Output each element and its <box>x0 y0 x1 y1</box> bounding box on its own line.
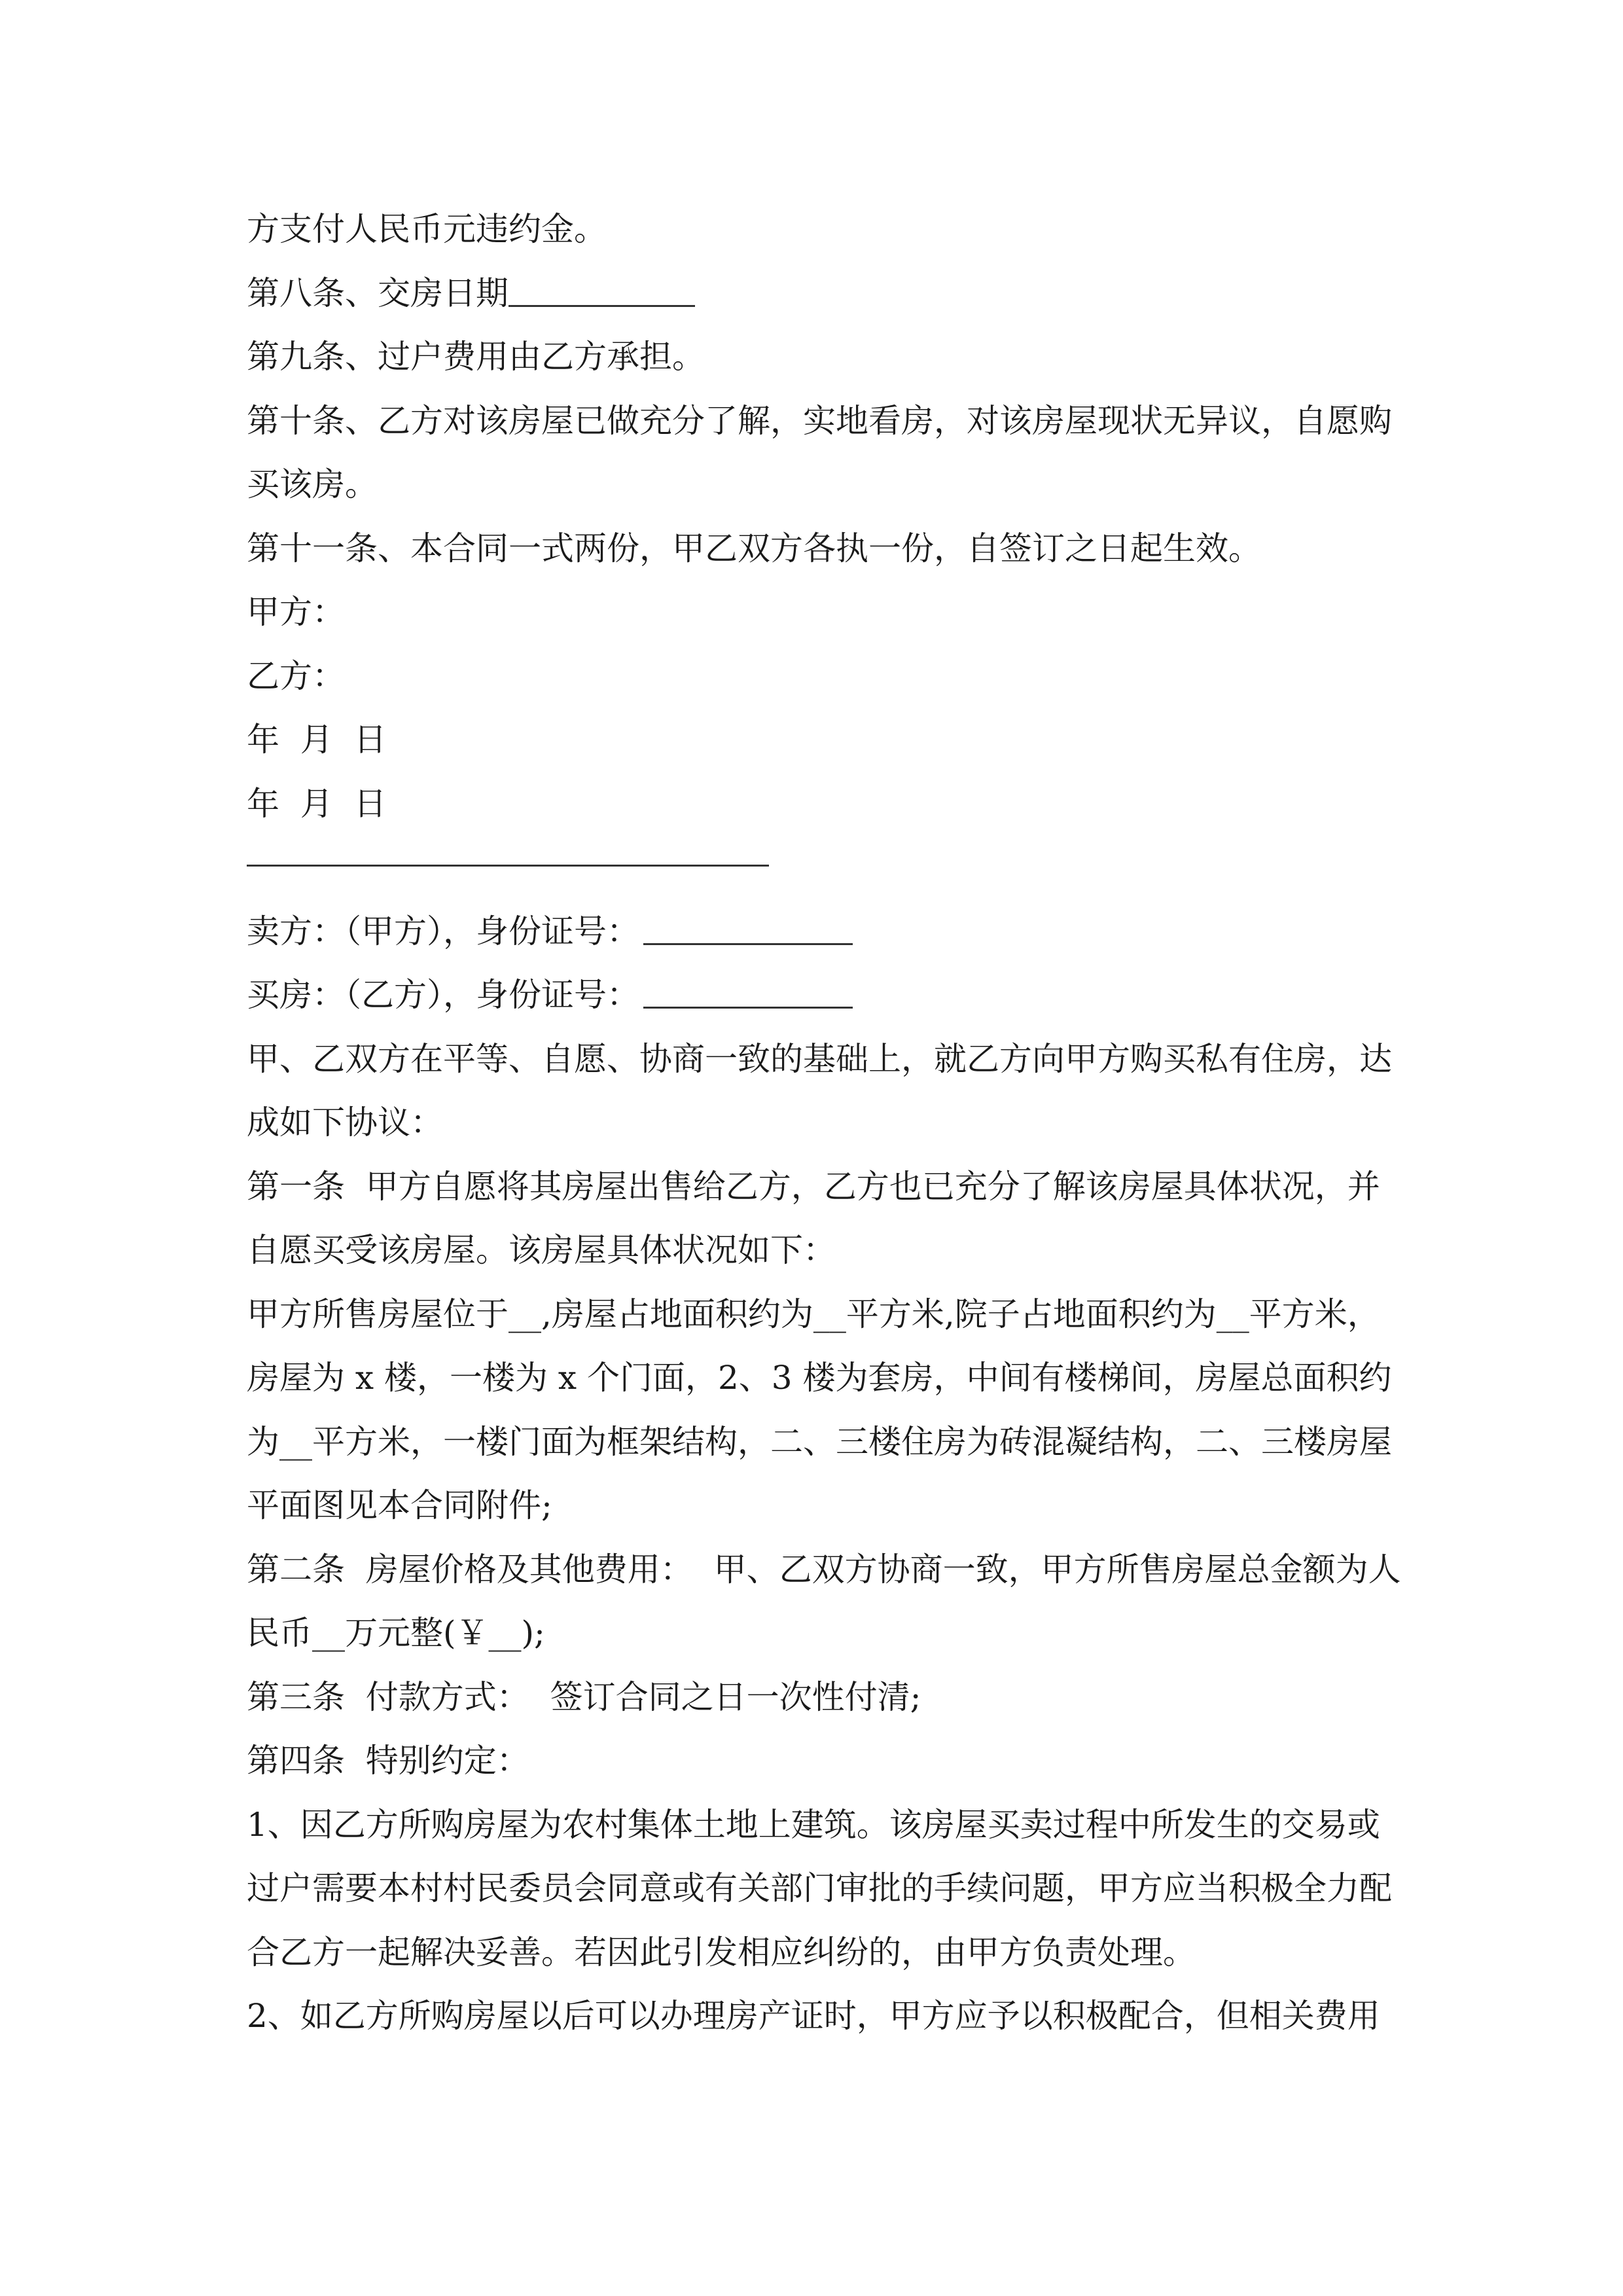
text-line: 第三条 付款方式： 签订合同之日一次性付清; <box>247 1677 921 1716</box>
section-divider <box>247 836 1379 900</box>
text-line: 第九条、过户费用由乙方承担。 <box>247 338 705 376</box>
text-line: 第十条、乙方对该房屋已做充分了解，实地看房，对该房屋现状无异议，自愿购 <box>247 401 1392 440</box>
text-line: 第四条 特别约定： <box>247 1742 529 1780</box>
text-line: 过户需要本村村民委员会同意或有关部门审批的手续问题，甲方应当积极全力配 <box>247 1869 1392 1907</box>
text-line: 买该房。 <box>247 465 378 503</box>
divider-rule <box>247 865 769 867</box>
party-a-signature: 甲方： <box>247 593 345 631</box>
text-line: 1、因乙方所购房屋为农村集体土地上建筑。该房屋买卖过程中所发生的交易或 <box>247 1805 1380 1844</box>
delivery-date-blank <box>508 271 695 307</box>
text-line: 甲方所售房屋位于__,房屋占地面积约为__平方米,院子占地面积约为__平方米， <box>247 1295 1380 1333</box>
text-line: 第十一条、本合同一式两份，甲乙双方各执一份，自签订之日起生效。 <box>247 529 1261 567</box>
text-line: 民币__万元整(￥__); <box>247 1614 545 1652</box>
date-line: 年 月 日 <box>247 784 387 823</box>
text-line: 平面图见本合同附件; <box>247 1486 552 1524</box>
contract-text <box>247 198 1401 2049</box>
text-line: 2、如乙方所购房屋以后可以办理房产证时，甲方应予以积极配合，但相关费用 <box>247 1997 1380 2035</box>
text-line: 成如下协议： <box>247 1103 443 1141</box>
text-line: 合乙方一起解决妥善。若因此引发相应纠纷的，由甲方负责处理。 <box>247 1933 1196 1971</box>
text-line: 自愿买受该房屋。该房屋具体状况如下： <box>247 1231 836 1269</box>
text-line: 卖方：（甲方），身份证号： <box>247 912 639 950</box>
text-line: 第二条 房屋价格及其他费用： 甲、乙双方协商一致，甲方所售房屋总金额为人 <box>247 1550 1401 1588</box>
text-line: 第一条 甲方自愿将其房屋出售给乙方，乙方也已充分了解该房屋具体状况，并 <box>247 1167 1380 1206</box>
text-line: 甲、乙双方在平等、自愿、协商一致的基础上，就乙方向甲方购买私有住房，达 <box>247 1039 1392 1078</box>
text-line: 方支付人民币元违约金。 <box>247 210 607 248</box>
seller-id-blank <box>643 909 853 945</box>
seller-id-line <box>247 900 1379 964</box>
date-line: 年 月 日 <box>247 721 387 759</box>
text-line: 买房：（乙方），身份证号： <box>247 976 639 1014</box>
buyer-id-line <box>247 963 1379 1028</box>
party-b-signature: 乙方： <box>247 656 345 695</box>
buyer-id-blank <box>643 973 853 1009</box>
text-line: 为__平方米，一楼门面为框架结构，二、三楼住房为砖混凝结构，二、三楼房屋 <box>247 1422 1392 1461</box>
delivery-date-line <box>247 262 1379 326</box>
text-line: 第八条、交房日期 <box>247 274 508 312</box>
text-line: 房屋为 x 楼，一楼为 x 个门面，2、3 楼为套房，中间有楼梯间，房屋总面积约 <box>247 1359 1392 1397</box>
